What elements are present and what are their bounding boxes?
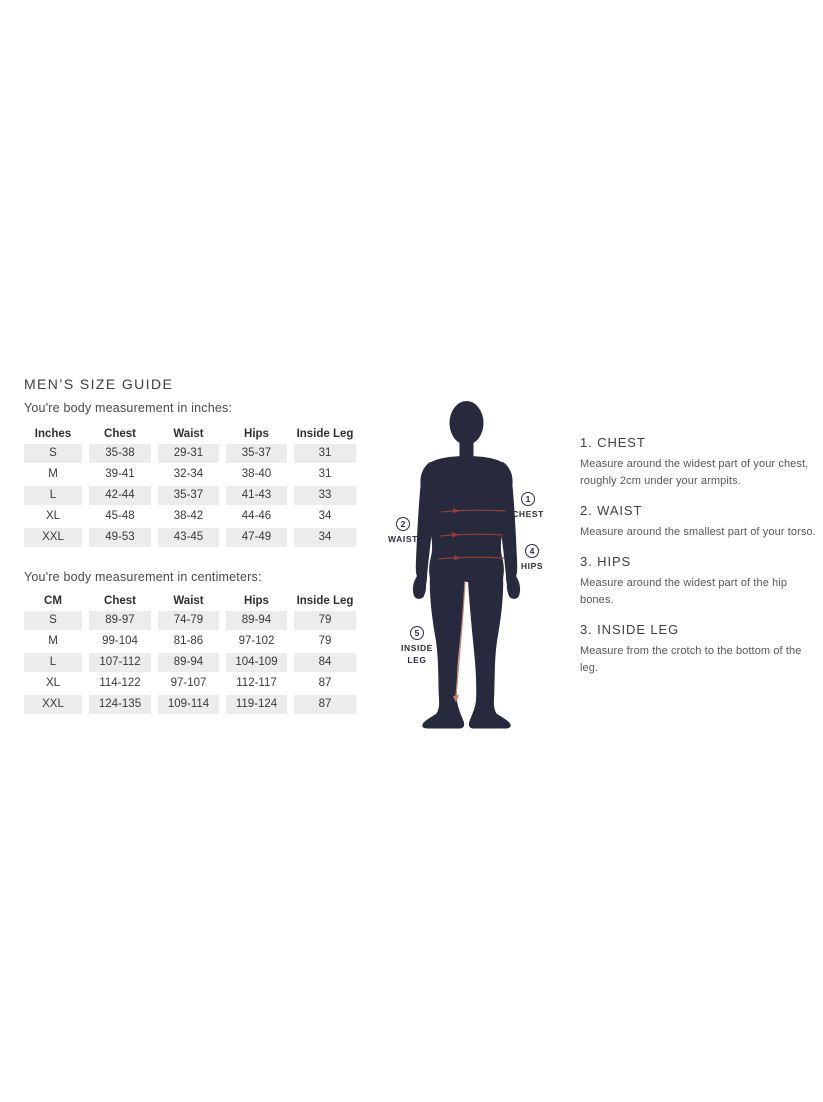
table-cell: 42-44 — [89, 486, 151, 505]
body-measurement-figure — [383, 395, 560, 730]
table-cell: 107-112 — [89, 653, 151, 672]
measurement-marker-waist — [373, 514, 433, 545]
table-row — [24, 465, 356, 484]
table-cell: 38-40 — [241, 468, 272, 480]
table-cell: 124-135 — [89, 695, 151, 714]
table-cell: 87 — [318, 677, 332, 689]
table-cell: 31 — [318, 468, 332, 480]
instruction-body-inside-leg: Measure from the crotch to the bottom of the leg. — [580, 645, 802, 674]
marker-label: INSIDE LEG — [401, 643, 433, 665]
measurement-marker-inside-leg — [391, 623, 443, 666]
column-header: CM — [44, 595, 62, 607]
table-cell: 97-102 — [238, 635, 275, 647]
silhouette-right-leg — [468, 575, 511, 729]
table-row — [24, 653, 356, 672]
instruction-body-hips: Measure around the widest part of the hip bones. — [580, 577, 788, 606]
table-cell: 104-109 — [226, 653, 287, 672]
table-cell: 49-53 — [89, 528, 151, 547]
table-cell: 99-104 — [102, 635, 138, 647]
table-cell: 89-94 — [158, 653, 219, 672]
column-header: Hips — [244, 595, 269, 607]
table-cell: 79 — [294, 611, 356, 630]
table-row — [24, 528, 356, 547]
table-row — [24, 611, 356, 630]
column-header: Waist — [173, 428, 204, 440]
table-row — [24, 486, 356, 505]
table-row — [24, 674, 356, 693]
table-cell: 33 — [294, 486, 356, 505]
table-cell: 119-124 — [226, 695, 287, 714]
table-cell: 38-42 — [173, 510, 204, 522]
size-table-centimeters — [17, 591, 363, 716]
table-row — [24, 695, 356, 714]
table-cell: 35-38 — [89, 444, 151, 463]
table-cell: XXL — [24, 528, 82, 547]
table-cell: M — [48, 635, 58, 647]
column-header: Inside Leg — [296, 428, 354, 440]
table-cell: M — [48, 468, 58, 480]
table-header-row — [24, 593, 356, 609]
marker-number: 1 — [525, 494, 531, 504]
page-title: MEN’S SIZE GUIDE — [24, 376, 174, 392]
column-header: Inches — [34, 428, 72, 440]
marker-label: WAIST — [388, 534, 418, 544]
column-header: Chest — [104, 595, 136, 607]
marker-1-badge-icon — [521, 492, 535, 506]
marker-2-badge-icon — [396, 517, 410, 531]
table-cell: 81-86 — [173, 635, 204, 647]
table-row — [24, 632, 356, 651]
table-row — [24, 444, 356, 463]
instruction-heading-waist: 2. WAIST — [580, 503, 643, 518]
table-cell: 97-107 — [170, 677, 207, 689]
marker-number: 2 — [400, 519, 406, 529]
column-header: Inside Leg — [296, 595, 354, 607]
table-cell: XL — [45, 677, 61, 689]
instruction-heading-inside-leg: 3. INSIDE LEG — [580, 622, 680, 637]
table-cell: 87 — [294, 695, 356, 714]
table-cell: 35-37 — [158, 486, 219, 505]
instruction-body-chest: Measure around the widest part of your chest, roughly 2cm under your armpits. — [580, 458, 809, 487]
table-cell: 114-122 — [99, 677, 141, 689]
instruction-body-waist: Measure around the smallest part of your torso. — [580, 526, 816, 538]
intro-inches: You're body measurement in inches: — [24, 401, 233, 415]
marker-number: 5 — [414, 628, 420, 638]
size-table-inches — [17, 424, 363, 549]
table-cell: 44-46 — [241, 510, 272, 522]
table-header-row — [24, 426, 356, 442]
table-cell: 89-97 — [89, 611, 151, 630]
table-cell: 47-49 — [226, 528, 287, 547]
measuring-instructions — [580, 436, 816, 691]
marker-label: HIPS — [520, 561, 544, 571]
marker-5-badge-icon — [410, 626, 424, 640]
instruction-heading-chest: 1. CHEST — [580, 435, 646, 450]
table-cell: 43-45 — [158, 528, 219, 547]
measurement-marker-chest — [498, 489, 558, 520]
measurement-marker-hips — [502, 541, 562, 572]
table-cell: 45-48 — [105, 510, 135, 522]
column-header: Chest — [104, 428, 136, 440]
column-header: Hips — [244, 428, 269, 440]
table-cell: 109-114 — [158, 695, 219, 714]
table-row — [24, 507, 356, 526]
table-cell: 29-31 — [158, 444, 219, 463]
silhouette-neck — [460, 431, 474, 460]
table-cell: 74-79 — [158, 611, 219, 630]
table-cell: L — [24, 486, 82, 505]
table-cell: 31 — [294, 444, 356, 463]
table-cell: XL — [45, 510, 61, 522]
table-cell: 84 — [294, 653, 356, 672]
table-cell: 34 — [294, 528, 356, 547]
table-cell: 112-117 — [236, 677, 277, 689]
table-cell: 39-41 — [105, 468, 135, 480]
table-cell: 41-43 — [226, 486, 287, 505]
column-header: Waist — [173, 595, 204, 607]
marker-label: CHEST — [512, 509, 544, 519]
table-cell: 79 — [318, 635, 332, 647]
marker-4-badge-icon — [525, 544, 539, 558]
table-cell: 35-37 — [226, 444, 287, 463]
table-cell: 34 — [318, 510, 332, 522]
table-cell: L — [24, 653, 82, 672]
instruction-heading-hips: 3. HIPS — [580, 554, 632, 569]
intro-centimeters: You're body measurement in centimeters: — [24, 570, 262, 584]
table-cell: S — [24, 611, 82, 630]
table-cell: 89-94 — [226, 611, 287, 630]
table-cell: 32-34 — [173, 468, 204, 480]
table-cell: XXL — [24, 695, 82, 714]
marker-number: 4 — [529, 546, 535, 556]
table-cell: S — [24, 444, 82, 463]
